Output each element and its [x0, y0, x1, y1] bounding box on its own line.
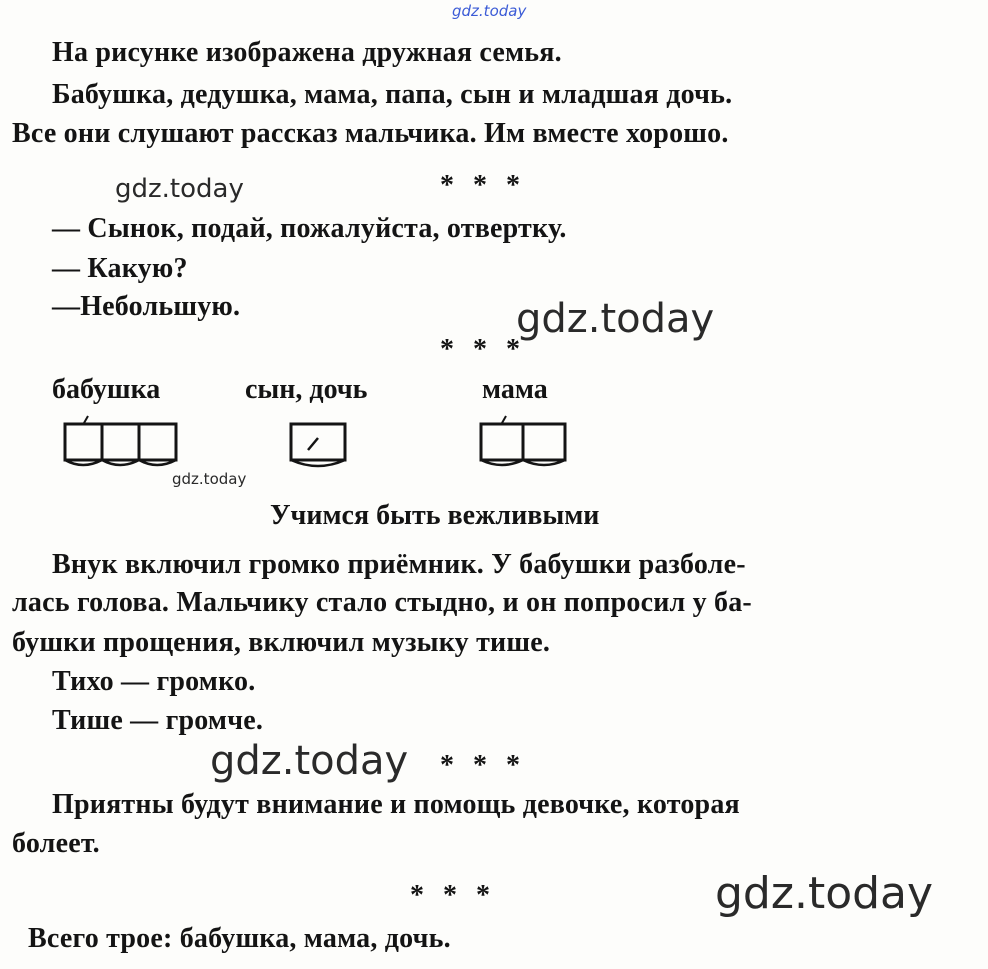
- text-line: бушки прощения, включил музыку тише.: [12, 627, 551, 658]
- text-line: Внук включил громко приёмник. У бабушки разболе-: [52, 549, 746, 580]
- section-heading: Учимся быть вежливыми: [270, 500, 600, 531]
- syllable-scheme-babushka: [62, 414, 182, 470]
- text-line: Тихо — громко.: [52, 666, 256, 697]
- watermark: gdz.today: [115, 174, 244, 204]
- text-line: Бабушка, дедушка, мама, папа, сын и младшая дочь.: [52, 79, 733, 110]
- section-separator: * * *: [440, 170, 526, 201]
- watermark-small: gdz.today: [172, 470, 247, 488]
- watermark: gdz.today: [715, 868, 934, 919]
- syllable-scheme-syn-doch: [288, 414, 352, 470]
- syllable-scheme-mama: [478, 414, 570, 470]
- text-line: Всего трое: бабушка, мама, дочь.: [28, 923, 451, 954]
- text-line: болеет.: [12, 828, 100, 859]
- watermark: gdz.today: [210, 738, 409, 784]
- dialogue-line: —Небольшую.: [52, 291, 241, 322]
- dialogue-line: — Какую?: [52, 253, 188, 284]
- section-separator: * * *: [410, 880, 496, 911]
- text-line: Все они слушают рассказ мальчика. Им вместе хорошо.: [12, 118, 729, 149]
- text-line: лась голова. Мальчику стало стыдно, и он попросил у ба-: [12, 587, 752, 618]
- word-label: сын, дочь: [245, 374, 368, 405]
- word-label: мама: [482, 374, 548, 405]
- dialogue-line: — Сынок, подай, пожалуйста, отвертку.: [52, 213, 567, 244]
- watermark: gdz.today: [516, 296, 715, 342]
- section-separator: * * *: [440, 750, 526, 781]
- section-separator: * * *: [440, 334, 526, 365]
- text-line: Приятны будут внимание и помощь девочке, которая: [52, 789, 740, 820]
- text-line: На рисунке изображена дружная семья.: [52, 37, 562, 68]
- word-label: бабушка: [52, 374, 161, 405]
- watermark-top: gdz.today: [452, 2, 527, 20]
- text-line: Тише — громче.: [52, 705, 264, 736]
